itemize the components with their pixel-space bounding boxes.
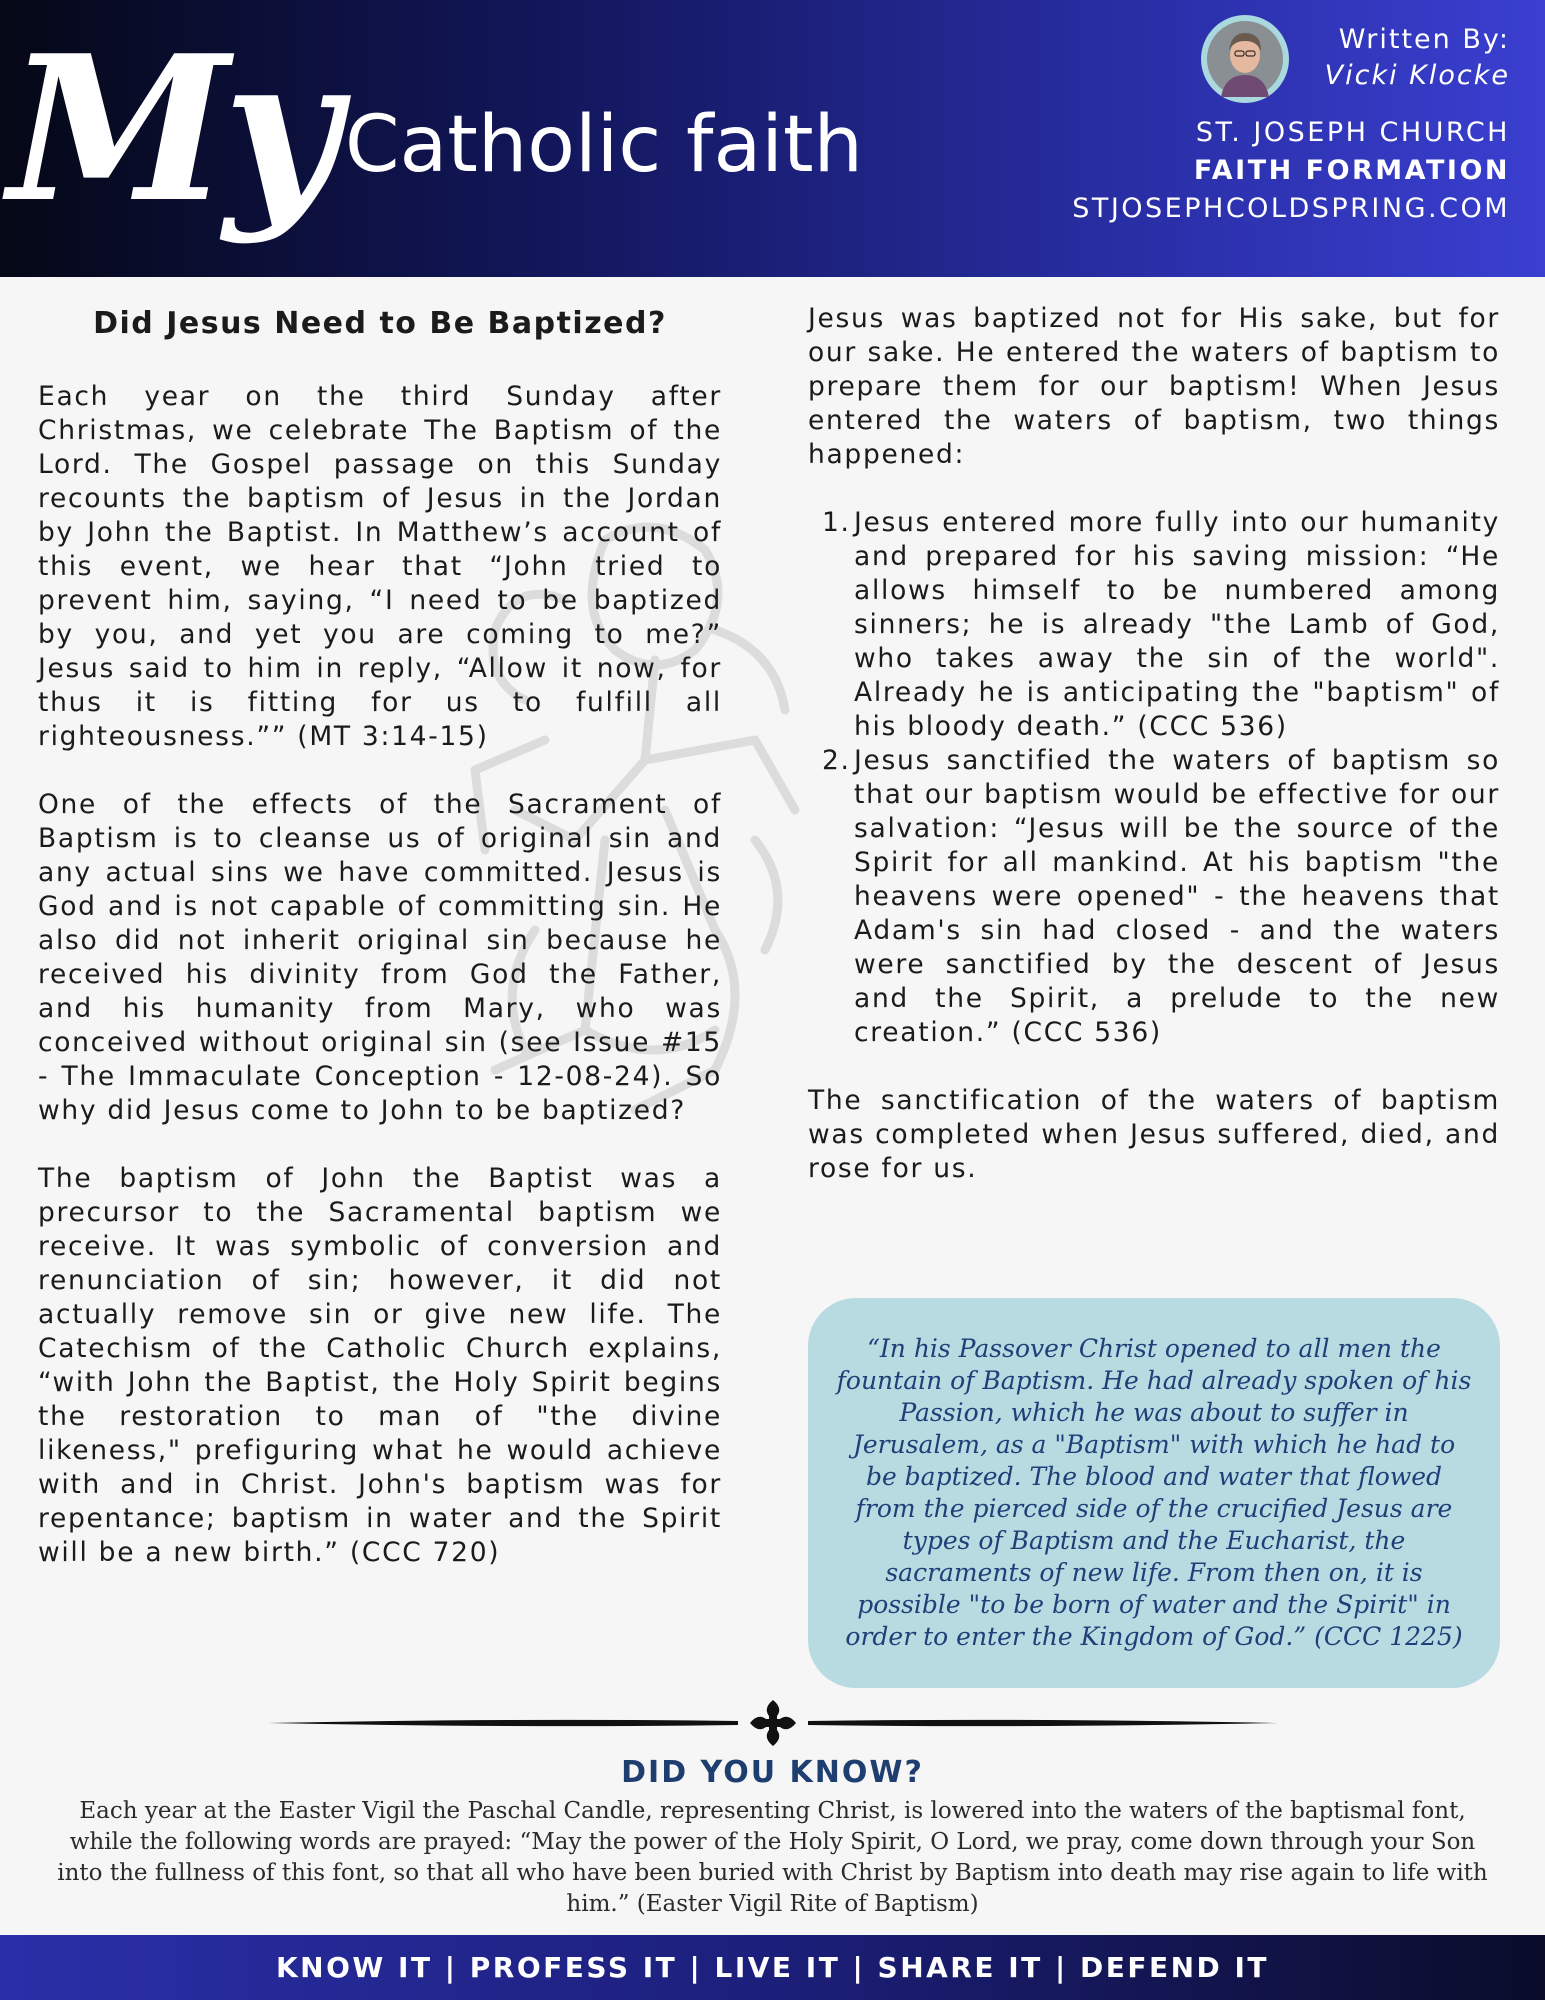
author-photo-icon: [1201, 15, 1289, 103]
church-name: ST. JOSEPH CHURCH: [1195, 117, 1510, 148]
header-banner: [0, 0, 1545, 277]
list-item: [808, 506, 1500, 744]
paragraph-john-baptism: The baptism of John the Baptist was a precursor to the Sacramental baptism we receive. It was symbolic of conversion and renunciation of sin; however, it did not actually remove sin or give new life. The Catechism of the Catholic Church explains, “with John the Baptist, the Holy Spirit begins the restoration to man of "the divine likeness," prefiguring what he would achieve with and in Christ. John's baptism was for repentance; baptism in water and the Spirit will be a new birth.” (CCC 720): [38, 1163, 722, 1568]
did-you-know-title: DID YOU KNOW?: [621, 1755, 924, 1790]
church-info: [1072, 114, 1510, 228]
website-link[interactable]: STJOSEPHCOLDSPRING.COM: [1072, 193, 1510, 224]
written-by-label: Written By:: [1338, 24, 1510, 55]
paragraph-effects: One of the effects of the Sacrament of Baptism is to cleanse us of original sin and any actual sins we have committed. Jesus is God and is not capable of committing sin. He also did not inherit original sin because he received his divinity from God the Father, and his humanity from Mary, who was conceived without original sin (see Issue #15 - The Immaculate Conception - 12-08-24). So why did Jesus come to John to be baptized?: [38, 789, 722, 1126]
footer-motto: KNOW IT | PROFESS IT | LIVE IT | SHARE IT | DEFEND IT: [0, 1935, 1545, 2000]
list-number: 1.: [822, 507, 851, 538]
author-name: Vicki Klocke: [1324, 60, 1510, 91]
logo-catholic-faith: Catholic faith: [345, 100, 863, 190]
catechism-quote-box: [808, 1298, 1500, 1688]
did-you-know-text: Each year at the Easter Vigil the Paschal Candle, representing Christ, is lowered into the waters of the baptismal font, while the following words are prayed: “May the power of the Holy Spirit, O Lord, we pray, come down through your Son into the fullness of this font, so that all who have been buried with Christ by Baptism into death may rise again to life with him.” (Easter Vigil Rite of Baptism): [57, 1798, 1488, 1917]
list-item-text: Jesus entered more fully into our humanity and prepared for his saving mission: “He allows himself to be numbered among sinners; he is already "the Lamb of God, who takes away the sin of the world". Already he is anticipating the "baptism" of his bloody death.” (CCC 536): [854, 507, 1500, 742]
catechism-quote: “In his Passover Christ opened to all men the fountain of Baptism. He had already spoken of his Passion, which he was about to suffer in Jerusalem, as a "Baptism" with which he had to be baptized. The blood and water that flowed from the pierced side of the crucified Jesus are types of Baptism and the Eucharist, the sacraments of new life. From then on, it is possible "to be born of water and the Spirit" in order to enter the Kingdom of God.” (CCC 1225): [836, 1334, 1472, 1651]
cross-ornament-icon: [268, 1698, 1278, 1748]
program-name: FAITH FORMATION: [1193, 155, 1510, 186]
right-column: [808, 302, 1500, 1220]
left-column: [38, 300, 722, 1604]
paragraph-for-our-sake: Jesus was baptized not for His sake, but for our sake. He entered the waters of baptism to prepare them for our baptism! When Jesus entered the waters of baptism, two things happened:: [808, 303, 1500, 470]
article-title: Did Jesus Need to Be Baptized?: [93, 306, 667, 341]
list-item: [808, 744, 1500, 1050]
paragraph-intro: Each year on the third Sunday after Christmas, we celebrate The Baptism of the Lord. The Gospel passage on this Sunday recounts the baptism of Jesus in the Jordan by John the Baptist. In Matthew’s account of this event, we hear that “John tried to prevent him, saying, “I need to be baptized by you, and yet you are coming to me?” Jesus said to him in reply, “Allow it now, for thus it is fitting for us to fulfill all righteousness.”” (MT 3:14-15): [38, 381, 722, 752]
list-number: 2.: [822, 745, 851, 776]
list-item-text: Jesus sanctified the waters of baptism so that our baptism would be effective for our salvation: “Jesus will be the source of the Spirit for all mankind. At his baptism "the heavens were opened" - the heavens that Adam's sin had closed - and the waters were sanctified by the descent of Jesus and the Spirit, a prelude to the new creation.” (CCC 536): [854, 745, 1500, 1048]
logo-my: My: [8, 12, 334, 247]
numbered-list: [808, 506, 1500, 1050]
paragraph-sanctification: The sanctification of the waters of baptism was completed when Jesus suffered, died, and rose for us.: [808, 1085, 1500, 1184]
author-credit: [1325, 22, 1510, 94]
